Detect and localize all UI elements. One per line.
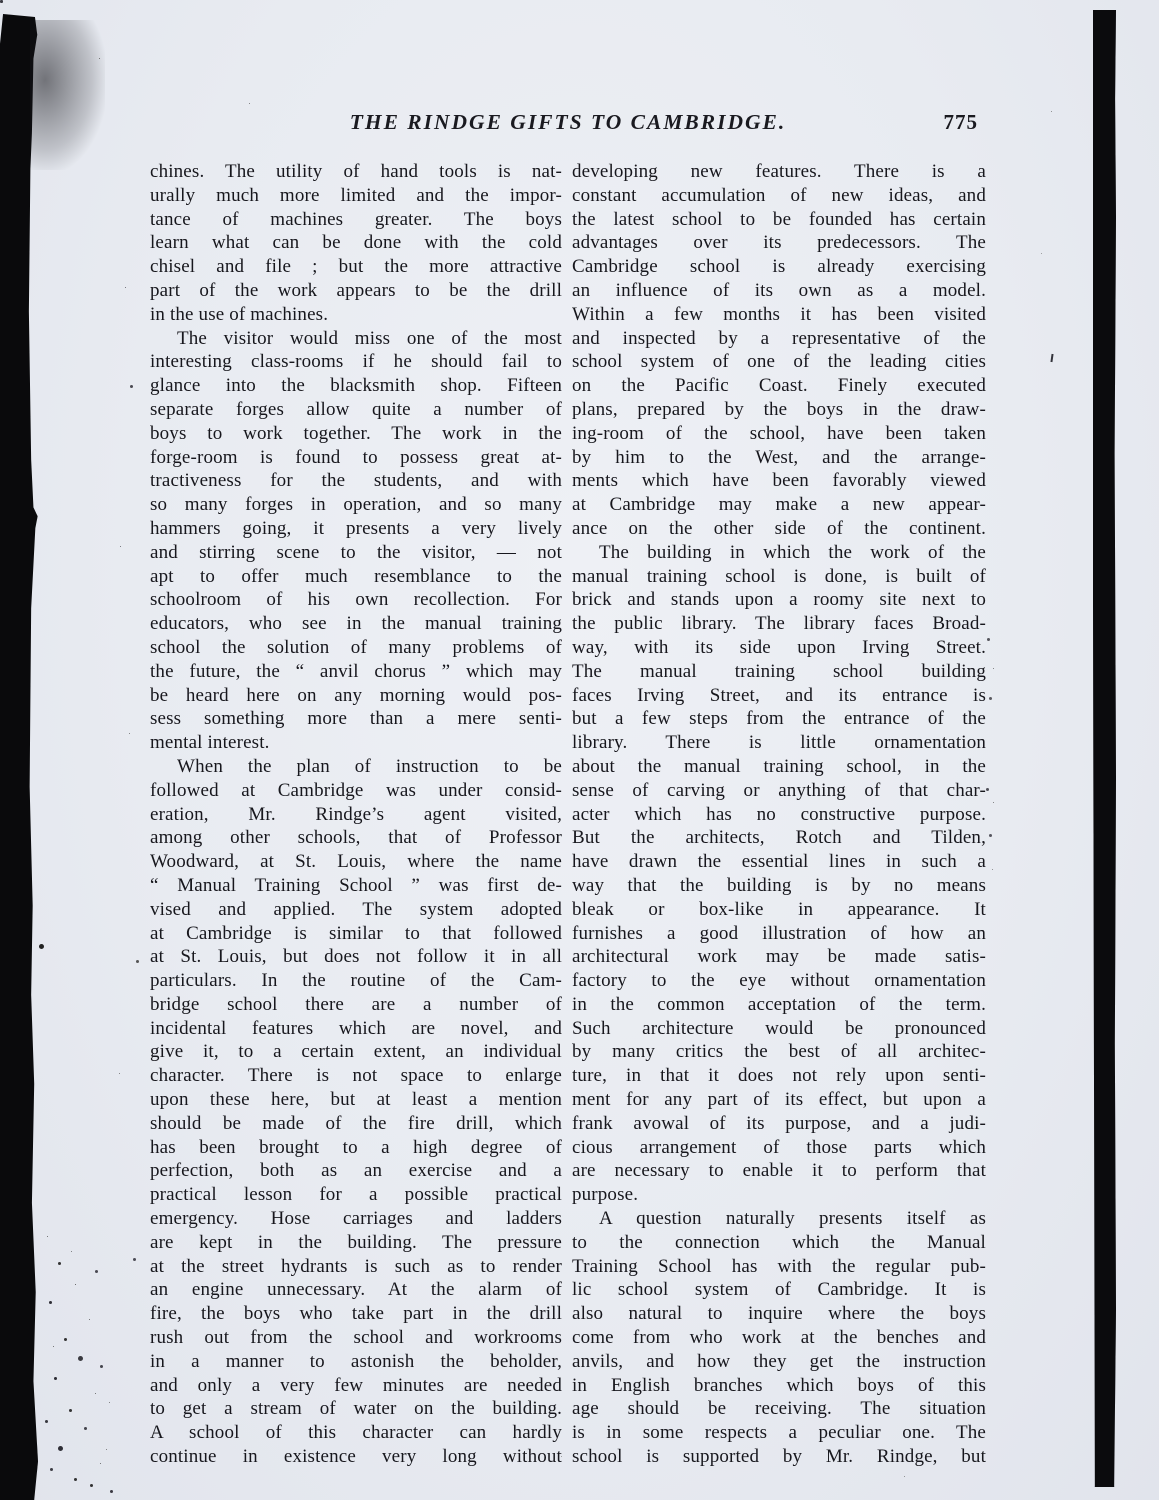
text-line: and stirring scene to the visitor, — not xyxy=(150,541,562,563)
text-line: frank avowal of its purpose, and a judi- xyxy=(572,1112,986,1134)
scan-artifact-left-bar xyxy=(0,14,38,1500)
text-line: Woodward, at St. Louis, where the name xyxy=(150,851,562,873)
text-line: vised and applied. The system adopted xyxy=(150,898,562,920)
text-line: are kept in the building. The pressure xyxy=(150,1231,562,1253)
text-line: among other schools, that of Professor xyxy=(150,827,562,849)
text-line: urally much more limited and the impor- xyxy=(150,184,562,206)
text-line: “ Manual Training School ” was first de- xyxy=(150,874,562,896)
text-line: When the plan of instruction to be xyxy=(177,755,562,777)
text-line: school system of one of the leading cities xyxy=(572,351,986,373)
text-line: by him to the West, and the arrange- xyxy=(572,446,986,468)
text-line: ment for any part of its effect, but upon a xyxy=(572,1089,986,1111)
text-line: ing-room of the school, have been taken xyxy=(572,422,986,444)
text-line: chisel and file ; but the more attractive xyxy=(150,256,562,278)
text-line: way, with its side upon Irving Street. xyxy=(572,636,986,658)
text-line: have drawn the essential lines in such a xyxy=(572,851,986,873)
text-line: library. There is little ornamentation xyxy=(572,732,986,754)
text-line: also natural to inquire where the boys xyxy=(572,1303,986,1325)
text-line: tractiveness for the students, and with xyxy=(150,470,562,492)
text-line: constant accumulation of new ideas, and xyxy=(572,184,986,206)
text-line: The visitor would miss one of the most xyxy=(177,327,562,349)
text-line: sess something more than a mere senti- xyxy=(150,708,562,730)
text-line: the future, the “ anvil chorus ” which may xyxy=(150,660,562,682)
text-line: an influence of its own as a model. xyxy=(572,279,986,301)
text-line: emergency. Hose carriages and ladders xyxy=(150,1208,562,1230)
text-line: plans, prepared by the boys in the draw- xyxy=(572,398,986,420)
text-line: Cambridge school is already exercising xyxy=(572,256,986,278)
text-line: the latest school to be founded has certain xyxy=(572,208,986,230)
paragraph xyxy=(150,755,562,1469)
text-line: has been brought to a high degree of xyxy=(150,1136,562,1158)
text-line: ture, in that it does not rely upon senti- xyxy=(572,1065,986,1087)
text-line: ments which have been favorably viewed xyxy=(572,470,986,492)
text-line: cious arrangement of those parts which xyxy=(572,1136,986,1158)
text-line: A school of this character can hardly xyxy=(150,1422,562,1444)
text-line: forge-room is found to possess great at- xyxy=(150,446,562,468)
text-line: bleak or box-like in appearance. It xyxy=(572,898,986,920)
text-line: brick and stands upon a roomy site next to xyxy=(572,589,986,611)
text-line: in the use of machines. xyxy=(150,303,329,325)
text-line: glance into the blacksmith shop. Fifteen xyxy=(150,375,562,397)
text-line: tance of machines greater. The boys xyxy=(150,208,562,230)
text-line: at the street hydrants is such as to render xyxy=(150,1255,562,1277)
scan-artifact-right-bar xyxy=(1093,10,1116,1487)
text-line: architectural work may be made satis- xyxy=(572,946,986,968)
text-line: continue in existence very long without xyxy=(150,1446,562,1468)
text-line: manual training school is done, is built of xyxy=(572,565,986,587)
text-line: practical lesson for a possible practical xyxy=(150,1184,562,1206)
text-line: upon these here, but at least a mention xyxy=(150,1089,562,1111)
text-line: advantages over its predecessors. The xyxy=(572,232,986,254)
text-line: boys to work together. The work in the xyxy=(150,422,562,444)
text-line: be heard here on any morning would pos- xyxy=(150,684,562,706)
text-line: about the manual training school, in the xyxy=(572,755,986,777)
text-line: Within a few months it has been visited xyxy=(572,303,986,325)
text-line: at Cambridge may make a new appear- xyxy=(572,494,986,516)
text-line: developing new features. There is a xyxy=(572,161,986,182)
text-line: way that the building is by no means xyxy=(572,874,986,896)
text-line: at Cambridge is similar to that followed xyxy=(150,922,562,944)
text-line: But the architects, Rotch and Tilden, xyxy=(572,827,986,849)
text-line: and inspected by a representative of the xyxy=(572,327,986,349)
text-line: educators, who see in the manual training xyxy=(150,613,562,635)
text-line: by many critics the best of all architec- xyxy=(572,1041,986,1063)
text-line: chines. The utility of hand tools is nat- xyxy=(150,161,562,182)
scan-noise-tick xyxy=(1050,354,1053,362)
text-line: acter which has no constructive purpose. xyxy=(572,803,986,825)
text-line: school the solution of many problems of xyxy=(150,636,562,658)
paragraph xyxy=(572,160,986,541)
text-line: should be made of the fire drill, which xyxy=(150,1112,562,1134)
text-line: Such architecture would be pronounced xyxy=(572,1017,986,1039)
running-head xyxy=(150,110,986,146)
text-line: Training School has with the regular pub- xyxy=(572,1255,986,1277)
text-line: rush out from the school and workrooms xyxy=(150,1327,562,1349)
text-line: and only a very few minutes are needed xyxy=(150,1374,562,1396)
text-line: incidental features which are novel, and xyxy=(150,1017,562,1039)
text-line: are necessary to enable it to perform that xyxy=(572,1160,986,1182)
text-line: followed at Cambridge was under consid- xyxy=(150,779,562,801)
text-line: anvils, and how they get the instruction xyxy=(572,1350,986,1372)
text-line: perfection, both as an exercise and a xyxy=(150,1160,562,1182)
text-line: particulars. In the routine of the Cam- xyxy=(150,970,562,992)
text-line: schoolroom of his own recollection. For xyxy=(150,589,562,611)
text-line: A question naturally presents itself as xyxy=(599,1208,986,1230)
text-line: mental interest. xyxy=(150,732,270,754)
text-line: but a few steps from the entrance of the xyxy=(572,708,986,730)
paragraph xyxy=(150,327,562,755)
text-line: an engine unnecessary. At the alarm of xyxy=(150,1279,562,1301)
text-line: sense of carving or anything of that char- xyxy=(572,779,986,801)
text-line: to get a stream of water on the building. xyxy=(150,1398,562,1420)
text-line: bridge school there are a number of xyxy=(150,993,562,1015)
paragraph xyxy=(572,1207,986,1469)
text-line: the public library. The library faces Broad- xyxy=(572,613,986,635)
text-line: school is supported by Mr. Rindge, but xyxy=(572,1446,986,1468)
text-line: The building in which the work of the xyxy=(599,541,986,563)
scan-noise-bottom-left xyxy=(0,0,3,3)
text-line: lic school system of Cambridge. It is xyxy=(572,1279,986,1301)
text-line: in the common acceptation of the term. xyxy=(572,993,986,1015)
text-line: at St. Louis, but does not follow it in all xyxy=(150,946,562,968)
text-line: furnishes a good illustration of how an xyxy=(572,922,986,944)
scan-artifact-left-smudge xyxy=(30,20,105,170)
text-line: faces Irving Street, and its entrance is xyxy=(572,684,986,706)
text-line: to the connection which the Manual xyxy=(572,1231,986,1253)
column-right xyxy=(572,160,986,1469)
text-line: The manual training school building xyxy=(572,660,986,682)
text-line: give it, to a certain extent, an individual xyxy=(150,1041,562,1063)
text-line: character. There is not space to enlarge xyxy=(150,1065,562,1087)
text-line: so many forges in operation, and so many xyxy=(150,494,562,516)
text-line: in a manner to astonish the beholder, xyxy=(150,1350,562,1372)
text-line: hammers going, it presents a very lively xyxy=(150,517,562,539)
text-line: part of the work appears to be the drill xyxy=(150,279,562,301)
text-line: interesting class-rooms if he should fail to xyxy=(150,351,562,373)
text-line: age should be receiving. The situation xyxy=(572,1398,986,1420)
text-line: ance on the other side of the continent. xyxy=(572,517,986,539)
text-line: apt to offer much resemblance to the xyxy=(150,565,562,587)
text-line: eration, Mr. Rindge’s agent visited, xyxy=(150,803,562,825)
text-line: separate forges allow quite a number of xyxy=(150,398,562,420)
text-line: purpose. xyxy=(572,1184,639,1206)
column-left xyxy=(150,160,562,1469)
text-line: learn what can be done with the cold xyxy=(150,232,562,254)
page-number: 775 xyxy=(943,110,978,134)
text-line: on the Pacific Coast. Finely executed xyxy=(572,375,986,397)
paragraph xyxy=(150,160,562,327)
text-line: factory to the eye without ornamentation xyxy=(572,970,986,992)
text-line: is in some respects a peculiar one. The xyxy=(572,1422,986,1444)
text-line: in English branches which boys of this xyxy=(572,1374,986,1396)
text-line: come from who work at the benches and xyxy=(572,1327,986,1349)
page-header-title: THE RINDGE GIFTS TO CAMBRIDGE. xyxy=(349,110,787,134)
text-line: fire, the boys who take part in the drill xyxy=(150,1303,562,1325)
paragraph xyxy=(572,541,986,1207)
